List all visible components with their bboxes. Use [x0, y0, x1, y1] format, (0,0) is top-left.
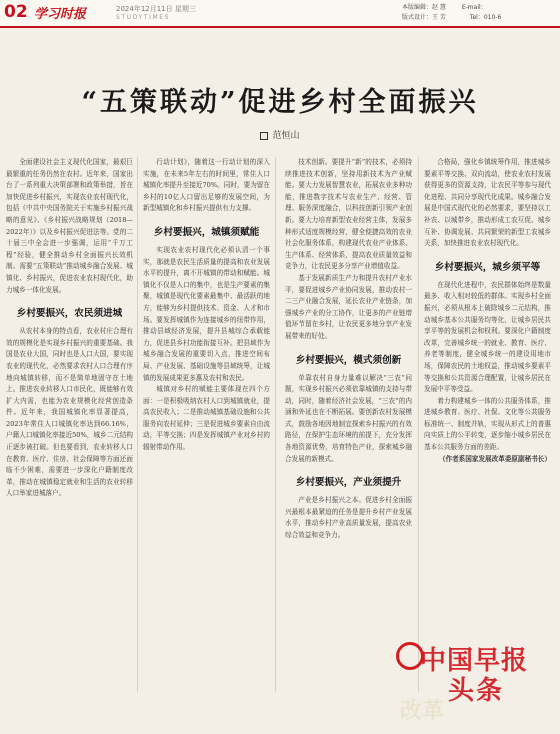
newspaper-subtitle: STUDYTIMES	[116, 14, 171, 21]
byline-box-icon	[260, 132, 268, 140]
page-number: 02	[4, 2, 28, 22]
issue-date: 2024年12月11日 星期三	[116, 5, 196, 13]
watermark-line3: 改革	[400, 698, 445, 724]
paragraph: 技术创新。要提升“新”的技术，必须持续推进技术创新，坚持用新技术为产业赋能。要大力发展智慧农业，拓展农业多种功能，推进数字技术与农业生产、经营、管理、服务深度融合，以科技创新引领产业创新。要大力培育新型农业经营主体，发展多种形式适度规模经营，健全便捷高效的农业社会化服务体系，构建现代农业产业体系、生产体系、经营体系，提高农业质量效益和竞争力，让农民更多分享产业增值收益。	[285, 158, 412, 271]
paragraph: 城镇对乡村的赋能主要体现在四个方面：一是积极吸纳农村人口到城镇就业，提高农民收入；二是推动城镇基础设施和公共服务向农村延伸；三是促进城乡要素自由流动，平等交换；四是发挥城镇产业对乡村的辐射带动作用。	[143, 385, 270, 452]
article-column-3	[285, 157, 412, 717]
paragraph: 实现农业农村现代化必须认清一个事实，那就是农民生活质量的提高和农业发展水平的提升，离不开城镇的带动和赋能。城镇化不仅是人口的集中，也是生产要素的集聚，城镇是现代化要素最集中、最活跃的地方，能够为乡村提供技术、资金、人才和市场。要发挥城镇作为连接城乡的纽带作用，推动县域经济发展，提升县城综合承载能力，促进县乡村功能衔接互补。把县域作为城乡融合发展的重要切入点，推进空间布局、产业发展、基础设施等县域统筹，让城镇的发展成果更多惠及农村和农民。	[143, 245, 270, 382]
article-title: “五策联动”促进乡村全面振兴	[81, 87, 479, 118]
newspaper-logo: 学习时报	[34, 7, 87, 22]
paragraph: 全面建设社会主义现代化国家，最艰巨最繁重的任务仍然在农村。近年来，国家出台了一系列重大决策部署和政策举措，旨在加快促进乡村振兴，实现农业农村现代化，包括《中共中央国务院关于实施乡村振兴战略的意见》、《乡村振兴战略规划（2018—2022年）》以及乡村振兴促进法等。党的二十届三中全会进一步强调，运用“千万工程”经验，健全推动乡村全面振兴长效机制。需要“五策联动”推动城乡融合发展、城镇化、乡村振兴，促进农业农村现代化，助力城乡一体化发展。	[6, 158, 133, 294]
author-name: 范恒山	[272, 131, 300, 141]
author-note: （作者系国家发展改革委原副秘书长）	[438, 454, 551, 463]
column-divider	[137, 157, 138, 692]
paragraph: 单靠农村自身力量难以解决“三农”问题，实现乡村振兴必须依靠城镇的支持与带动，同时，随着经济社会发展，“三农”的内涵和外延也在不断拓展。要创新农村发展模式，鼓励各地因地制宜探索乡村振兴的有效路径，在保护生态环境的前提下，充分发挥各地资源优势，培育特色产业，探索城乡融合发展的新模式。	[285, 373, 412, 463]
paragraph: 在现代化进程中，农民群体始终是数量最多、收入相对较低的群体。实现乡村全面振兴，必须从根本上破除城乡二元结构，推动城乡基本公共服务均等化，让城乡居民共享平等的发展机会和权利。要深化户籍制度改革，完善城乡统一的就业、教育、医疗、养老等制度，健全城乡统一的建设用地市场，保障农民的土地权益，推动城乡要素平等交换和公共资源合理配置，让城乡居民在发展中平等受益。	[424, 280, 551, 394]
column-divider	[275, 157, 276, 692]
section-heading: 乡村要振兴，城乡须平等	[434, 261, 541, 273]
paragraph: 基于发展新质生产力和提升农村产业水平，要促进城乡产业协同发展，推动农村一二三产业融合发展，延长农业产业链条，加强城乡产业的分工协作，让更多的产业链增值环节留在乡村，让农民更多地分享产业发展带来的好处。	[285, 273, 412, 340]
paragraph: 从农村本身的特点看，农业村庄合理有效的规模化是实现乡村振兴的重要基础。我国是农业大国，同时也是人口大国，要实现农业的现代化，必然要求农村人口合理有序地向城镇转移，而不是简单地固守在土地上。推进农业转移人口市民化，既能够有效扩大内需，也能为农业规模化经营创造条件。近年来，我国城镇化率显著提高，2023年常住人口城镇化率达到66.16%，户籍人口城镇化率接近50%，城乡二元结构正逐步被打破。但也要看到，农业转移人口在教育、医疗、住房、社会保障等方面还面临不少困难，需要进一步深化户籍制度改革，推动在城镇稳定就业和生活的农业转移人口举家进城落户。	[6, 327, 133, 498]
email-label: E-mail：	[461, 4, 487, 11]
section-heading: 乡村要振兴，农民须进城	[16, 308, 123, 320]
paragraph: 行动计划》，随着这一行动计划的深入实施，在未来5年左右的时间里，常住人口城镇化率提升至接近70%。同时，要为留在乡村的10亿人口留出足够的发展空间，为新型城镇化和乡村振兴提供有力支撑。	[143, 158, 270, 213]
page-header	[0, 0, 560, 28]
watermark-line1: 中国早报	[420, 646, 529, 676]
article-column-4	[424, 157, 551, 717]
editor-credits	[402, 3, 501, 23]
designer-name: 版式设计：王 芳	[402, 14, 446, 21]
article-column-1	[6, 157, 133, 717]
editor-name: 本版编辑：赵 慧	[402, 4, 446, 11]
phone-label: Tel：010-6	[469, 14, 502, 21]
watermark-line2: 头条	[448, 676, 505, 706]
column-divider	[418, 157, 419, 692]
section-heading: 乡村要振兴，产业须提升	[295, 477, 402, 489]
paragraph: 着力构建城乡一体的公共服务体系，推进城乡教育、医疗、社保、文化等公共服务标准统一、制度并轨，实现从形式上的普惠向实质上的公平转变，逐步缩小城乡居民在基本公共服务方面的差距。	[424, 396, 551, 452]
section-heading: 乡村要振兴，模式须创新	[295, 354, 402, 366]
byline	[0, 128, 560, 141]
article-column-2	[143, 157, 270, 717]
section-heading: 乡村要振兴，城镇须赋能	[153, 226, 260, 238]
paragraph: 产业是乡村振兴之本。促进乡村全面振兴最根本最紧迫的任务是提升乡村产业发展水平，推动乡村产业高质量发展，提高农业综合效益和竞争力。	[285, 496, 412, 540]
paragraph: 合格局，强化乡镇统筹作用，推进城乡要素平等交换、双向流动，使农业农村发展获得更多的资源支持，让农民平等参与现代化进程、共同分享现代化成果。城乡融合发展是中国式现代化的必然要求，要坚持以工补农、以城带乡，推动形成工农互促、城乡互补、协调发展、共同繁荣的新型工农城乡关系，加快推进农业农村现代化。	[424, 158, 551, 248]
